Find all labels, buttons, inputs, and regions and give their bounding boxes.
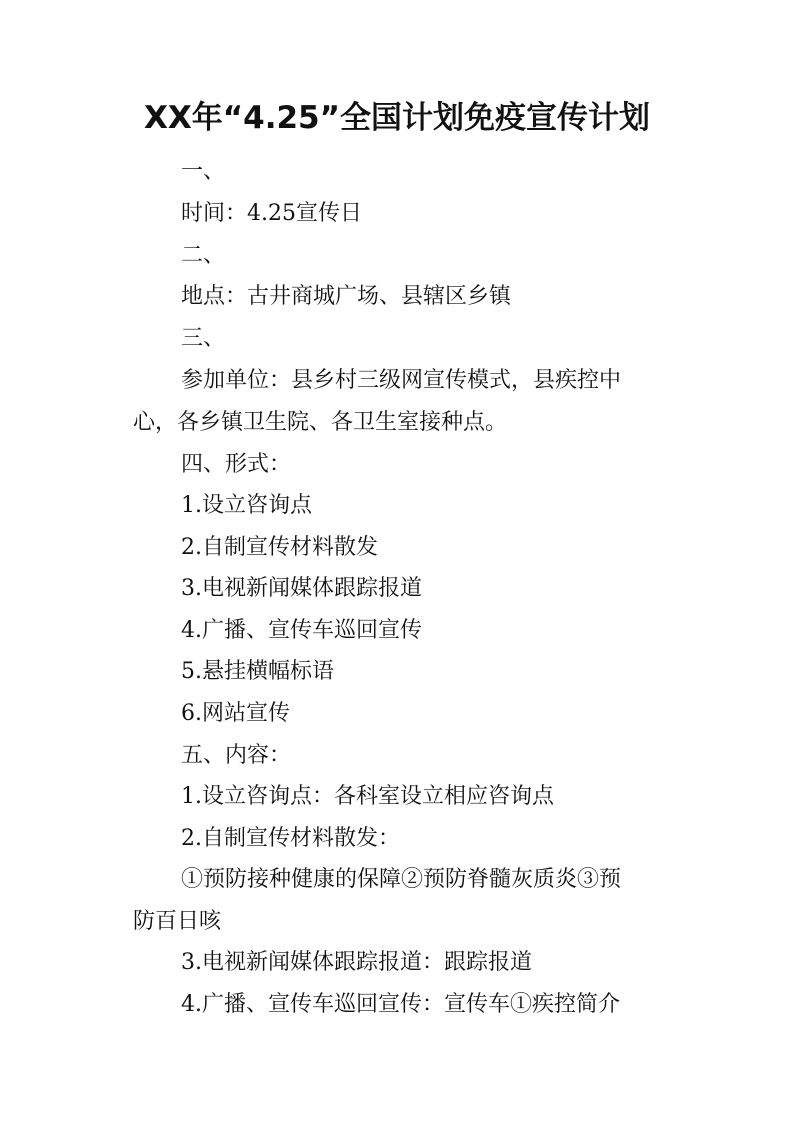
section-heading-4: 四、形式： xyxy=(181,452,292,477)
paragraph-participants: 参加单位：县乡村三级网宣传模式，县疾控中 xyxy=(181,368,622,393)
list-item: 2.自制宣传材料散发： xyxy=(181,826,400,851)
paragraph-materials: ①预防接种健康的保障②预防脊髓灰质炎③预 xyxy=(181,867,622,892)
list-item: 4.广播、宣传车巡回宣传 xyxy=(181,618,422,643)
list-item: 3.电视新闻媒体跟踪报道 xyxy=(181,576,422,601)
list-item: 5.悬挂横幅标语 xyxy=(181,659,334,684)
list-item: 1.设立咨询点 xyxy=(181,493,312,518)
section-heading-5: 五、内容： xyxy=(181,743,292,768)
list-item: 4.广播、宣传车巡回宣传：宣传车①疾控简介 xyxy=(181,992,620,1017)
section-heading-2: 二、 xyxy=(181,243,226,268)
list-item: 1.设立咨询点：各科室设立相应咨询点 xyxy=(181,784,554,809)
list-item: 2.自制宣传材料散发 xyxy=(181,535,378,560)
paragraph-time: 时间：4.25宣传日 xyxy=(181,201,362,226)
paragraph-materials-cont: 防百日咳 xyxy=(133,909,222,934)
section-heading-3: 三、 xyxy=(181,326,226,351)
section-heading-1: 一、 xyxy=(181,159,226,184)
document-title: XX年“4.25”全国计划免疫宣传计划 xyxy=(143,100,651,136)
paragraph-location: 地点：古井商城广场、县辖区乡镇 xyxy=(181,284,512,309)
list-item: 6.网站宣传 xyxy=(181,701,290,726)
paragraph-participants-cont: 心，各乡镇卫生院、各卫生室接种点。 xyxy=(133,410,508,435)
list-item: 3.电视新闻媒体跟踪报道：跟踪报道 xyxy=(181,950,532,975)
